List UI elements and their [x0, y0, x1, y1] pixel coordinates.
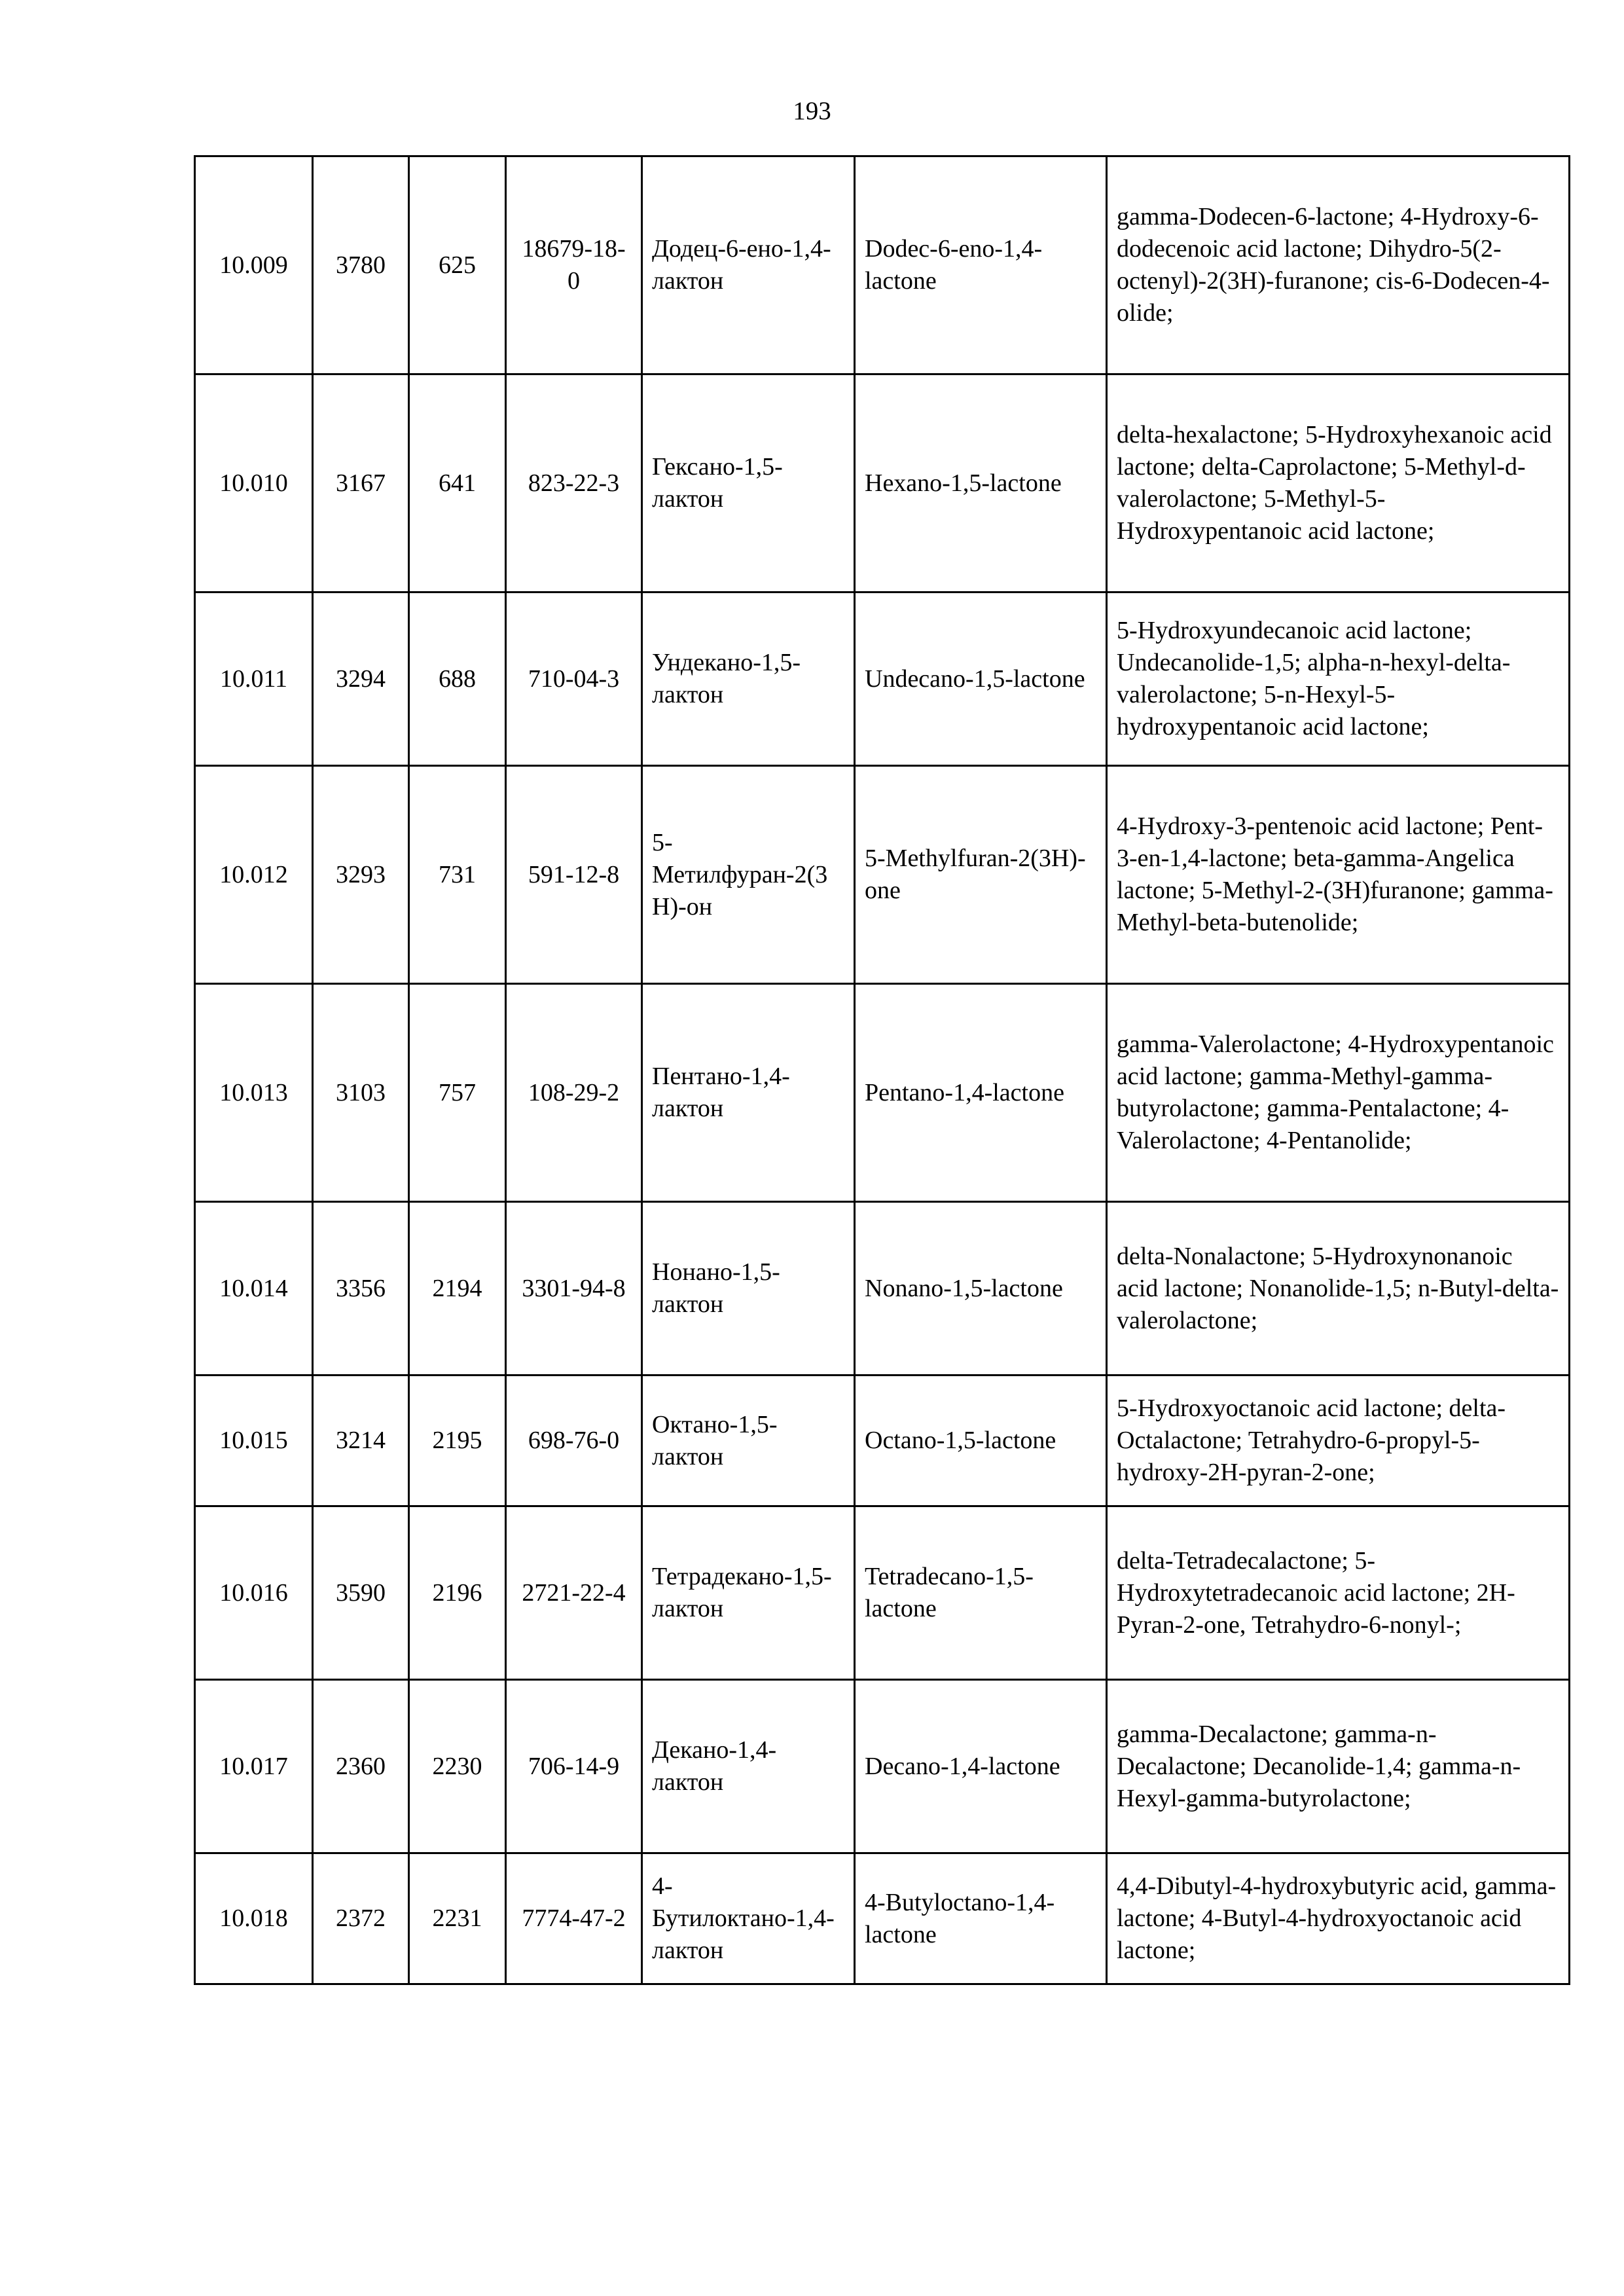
cell-number: 10.018 — [195, 1853, 313, 1984]
cell-code-a: 3294 — [313, 592, 409, 766]
cell-synonyms: 5-Hydroxyoctanoic acid lactone; delta-Octalactone; Tetrahydro-6-propyl-5-hydroxy-2H-pyran-2-one; — [1107, 1376, 1570, 1506]
cell-number: 10.016 — [195, 1506, 313, 1680]
cell-cas: 698-76-0 — [506, 1376, 642, 1506]
table-row — [195, 1506, 1570, 1680]
cell-cas: 706-14-9 — [506, 1680, 642, 1853]
cell-name-ru: Тетрадекано-1,5-лактон — [642, 1506, 855, 1680]
cell-name-ru: 4-Бутилоктано-1,4-лактон — [642, 1853, 855, 1984]
cell-code-a: 3167 — [313, 374, 409, 592]
cell-synonyms: delta-hexalactone; 5-Hydroxyhexanoic acid lactone; delta-Caprolactone; 5-Methyl-d-valerolactone; 5-Methyl-5-Hydroxypentanoic acid lactone; — [1107, 374, 1570, 592]
cell-code-a: 2372 — [313, 1853, 409, 1984]
table-row — [195, 374, 1570, 592]
cell-code-a: 3103 — [313, 984, 409, 1202]
cell-name-ru: Пентано-1,4-лактон — [642, 984, 855, 1202]
cell-cas: 823-22-3 — [506, 374, 642, 592]
cell-name-ru: Додец-6-ено-1,4-лактон — [642, 156, 855, 374]
table-row — [195, 1202, 1570, 1376]
cell-cas: 18679-18-0 — [506, 156, 642, 374]
cell-cas: 591-12-8 — [506, 766, 642, 984]
cell-name-en: Octano-1,5-lactone — [855, 1376, 1107, 1506]
cell-synonyms: gamma-Valerolactone; 4-Hydroxypentanoic acid lactone; gamma-Methyl-gamma-butyrolactone; gamma-Pentalactone; 4-Valerolactone; 4-Pentanolide; — [1107, 984, 1570, 1202]
cell-number: 10.017 — [195, 1680, 313, 1853]
cell-name-ru: Декано-1,4-лактон — [642, 1680, 855, 1853]
cell-cas: 7774-47-2 — [506, 1853, 642, 1984]
cell-name-en: 5-Methylfuran-2(3H)-one — [855, 766, 1107, 984]
cell-name-ru: Ундекано-1,5-лактон — [642, 592, 855, 766]
cell-name-en: Hexano-1,5-lactone — [855, 374, 1107, 592]
cell-synonyms: 5-Hydroxyundecanoic acid lactone; Undecanolide-1,5; alpha-n-hexyl-delta-valerolactone; 5-n-Hexyl-5-hydroxypentanoic acid lactone; — [1107, 592, 1570, 766]
cell-synonyms: delta-Tetradecalactone; 5-Hydroxytetradecanoic acid lactone; 2H-Pyran-2-one, Tetrahydro-6-nonyl-; — [1107, 1506, 1570, 1680]
cell-number: 10.013 — [195, 984, 313, 1202]
cell-name-ru: Октано-1,5-лактон — [642, 1376, 855, 1506]
cell-code-b: 757 — [409, 984, 506, 1202]
table-row — [195, 984, 1570, 1202]
cell-cas: 3301-94-8 — [506, 1202, 642, 1376]
table-row — [195, 1853, 1570, 1984]
cell-cas: 108-29-2 — [506, 984, 642, 1202]
cell-name-en: Undecano-1,5-lactone — [855, 592, 1107, 766]
cell-code-b: 625 — [409, 156, 506, 374]
cell-code-b: 2194 — [409, 1202, 506, 1376]
cell-code-b: 2230 — [409, 1680, 506, 1853]
table-row — [195, 1680, 1570, 1853]
cell-number: 10.015 — [195, 1376, 313, 1506]
cell-code-a: 3590 — [313, 1506, 409, 1680]
cell-code-a: 3780 — [313, 156, 409, 374]
cell-name-en: Pentano-1,4-lactone — [855, 984, 1107, 1202]
cell-code-a: 3293 — [313, 766, 409, 984]
cell-number: 10.009 — [195, 156, 313, 374]
table-row — [195, 1376, 1570, 1506]
cell-code-a: 3214 — [313, 1376, 409, 1506]
cell-name-ru: Нонано-1,5-лактон — [642, 1202, 855, 1376]
cell-name-en: Tetradecano-1,5-lactone — [855, 1506, 1107, 1680]
cell-name-en: Decano-1,4-lactone — [855, 1680, 1107, 1853]
cell-code-b: 688 — [409, 592, 506, 766]
cell-name-en: Dodec-6-eno-1,4-lactone — [855, 156, 1107, 374]
cell-code-b: 2231 — [409, 1853, 506, 1984]
cell-cas: 2721-22-4 — [506, 1506, 642, 1680]
cell-number: 10.012 — [195, 766, 313, 984]
cell-code-b: 731 — [409, 766, 506, 984]
page-number: 193 — [793, 97, 831, 125]
cell-cas: 710-04-3 — [506, 592, 642, 766]
table-row — [195, 766, 1570, 984]
cell-name-en: 4-Butyloctano-1,4-lactone — [855, 1853, 1107, 1984]
cell-synonyms: gamma-Decalactone; gamma-n-Decalactone; Decanolide-1,4; gamma-n-Hexyl-gamma-butyrolactone; — [1107, 1680, 1570, 1853]
cell-synonyms: 4,4-Dibutyl-4-hydroxybutyric acid, gamma-lactone; 4-Butyl-4-hydroxyoctanoic acid lactone; — [1107, 1853, 1570, 1984]
cell-code-a: 3356 — [313, 1202, 409, 1376]
cell-code-b: 641 — [409, 374, 506, 592]
cell-synonyms: gamma-Dodecen-6-lactone; 4-Hydroxy-6-dodecenoic acid lactone; Dihydro-5(2-octenyl)-2(3H)-furanone; cis-6-Dodecen-4-olide; — [1107, 156, 1570, 374]
cell-code-b: 2196 — [409, 1506, 506, 1680]
cell-name-ru: Гексано-1,5-лактон — [642, 374, 855, 592]
cell-synonyms: 4-Hydroxy-3-pentenoic acid lactone; Pent-3-en-1,4-lactone; beta-gamma-Angelica lactone; 5-Methyl-2-(3H)furanone; gamma-Methyl-beta-butenolide; — [1107, 766, 1570, 984]
lactones-table — [194, 155, 1570, 1985]
cell-name-en: Nonano-1,5-lactone — [855, 1202, 1107, 1376]
cell-synonyms: delta-Nonalactone; 5-Hydroxynonanoic acid lactone; Nonanolide-1,5; n-Butyl-delta-valerolactone; — [1107, 1202, 1570, 1376]
cell-code-a: 2360 — [313, 1680, 409, 1853]
cell-number: 10.010 — [195, 374, 313, 592]
cell-code-b: 2195 — [409, 1376, 506, 1506]
cell-name-ru: 5-Метилфуран-2(3H)-он — [642, 766, 855, 984]
cell-number: 10.014 — [195, 1202, 313, 1376]
cell-number: 10.011 — [195, 592, 313, 766]
table-row — [195, 156, 1570, 374]
table-row — [195, 592, 1570, 766]
